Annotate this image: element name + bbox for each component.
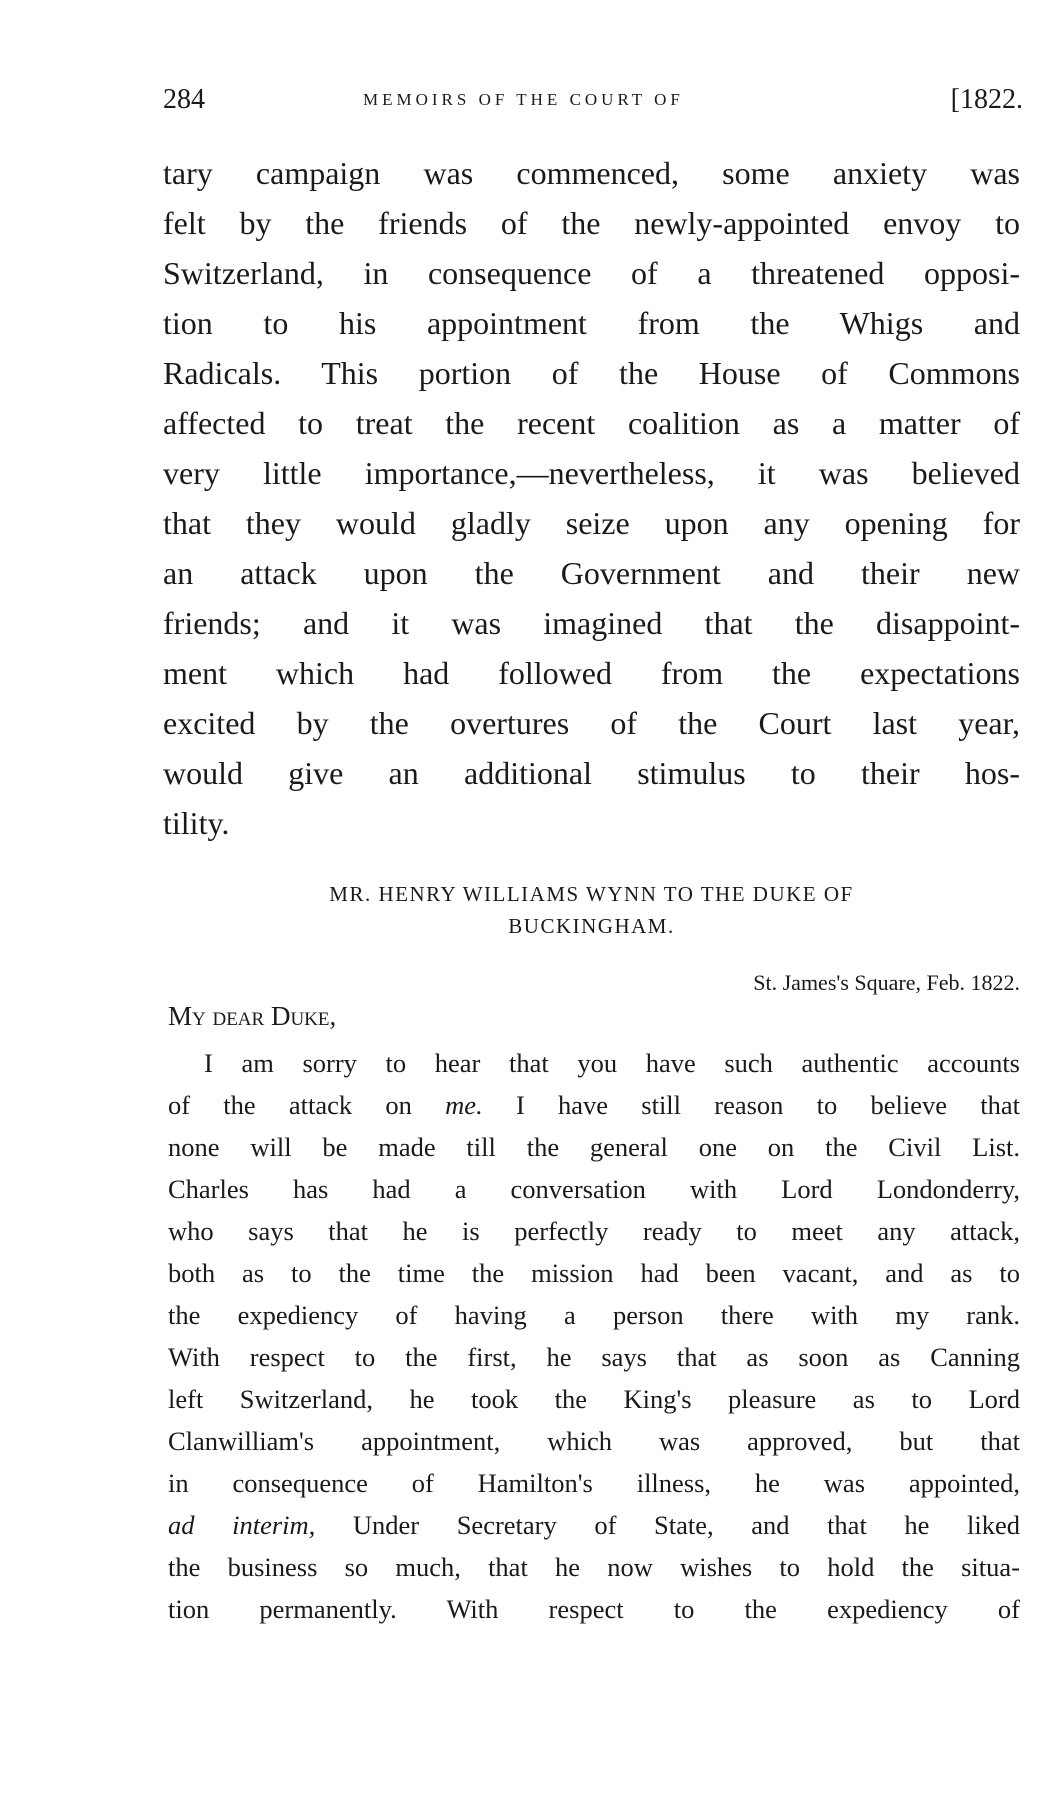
salutation-text: My dear Duke,: [168, 1001, 337, 1031]
page-number: 284: [163, 84, 205, 115]
letter-line: both as to the time the mission had been vacant, and as to: [168, 1258, 1020, 1288]
letter-heading-line: MR. HENRY WILLIAMS WYNN TO THE DUKE OF: [329, 882, 854, 906]
text-line: Radicals. This portion of the House of Commons: [163, 355, 1020, 391]
letter-line: the expediency of having a person there with my rank.: [168, 1300, 1020, 1330]
text-line: affected to treat the recent coalition as a matter of: [163, 405, 1020, 441]
text-line: would give an additional stimulus to their hos-: [163, 755, 1020, 791]
text-line: tion to his appointment from the Whigs and: [163, 305, 1020, 341]
italic-text: ad interim,: [168, 1510, 316, 1540]
letter-line: tion permanently. With respect to the expediency of: [168, 1594, 1020, 1624]
text-line: an attack upon the Government and their new: [163, 555, 1020, 591]
letter-line: [168, 1504, 1020, 1546]
main-paragraph: [163, 148, 1020, 848]
running-header: [163, 80, 1023, 120]
letter-salutation: [168, 1000, 336, 1032]
letter-line-text: of the attack on: [168, 1090, 446, 1120]
letter-line: Charles has had a conversation with Lord Londonderry,: [168, 1174, 1020, 1204]
letter-line-text: Under Secretary of State, and that he liked: [315, 1510, 1020, 1540]
letter-heading-line: BUCKINGHAM.: [508, 914, 675, 938]
letter-heading: [163, 878, 1020, 942]
text-line: tary campaign was commenced, some anxiety was: [163, 155, 1020, 191]
letter-line: [168, 1084, 1020, 1126]
letter-body: [168, 1042, 1020, 1630]
letter-line: the business so much, that he now wishes to hold the situa-: [168, 1552, 1020, 1582]
text-line: excited by the overtures of the Court last year,: [163, 705, 1020, 741]
text-line: Switzerland, in consequence of a threatened opposi-: [163, 255, 1020, 291]
text-line: friends; and it was imagined that the disappoint-: [163, 605, 1020, 641]
text-line: felt by the friends of the newly-appointed envoy to: [163, 205, 1020, 241]
text-line: ment which had followed from the expectations: [163, 655, 1020, 691]
letter-line: I am sorry to hear that you have such authentic accounts: [204, 1048, 1020, 1078]
running-year: [1822.: [950, 84, 1023, 115]
text-line: very little importance,—nevertheless, it was believed: [163, 455, 1020, 491]
text-line: tility.: [163, 805, 230, 841]
letter-line: With respect to the first, he says that as soon as Canning: [168, 1342, 1020, 1372]
letter-line-text: I have still reason to believe that: [482, 1090, 1020, 1120]
letter-line: in consequence of Hamilton's illness, he was appointed,: [168, 1468, 1020, 1498]
letter-line: left Switzerland, he took the King's pleasure as to Lord: [168, 1384, 1020, 1414]
letter-line: who says that he is perfectly ready to meet any attack,: [168, 1216, 1020, 1246]
letter-dateline: St. James's Square, Feb. 1822.: [753, 970, 1020, 995]
text-line: that they would gladly seize upon any opening for: [163, 505, 1020, 541]
letter-line: none will be made till the general one on the Civil List.: [168, 1132, 1020, 1162]
running-title: MEMOIRS OF THE COURT OF: [363, 90, 684, 109]
letter-line: Clanwilliam's appointment, which was approved, but that: [168, 1426, 1020, 1456]
italic-text: me.: [445, 1090, 483, 1120]
